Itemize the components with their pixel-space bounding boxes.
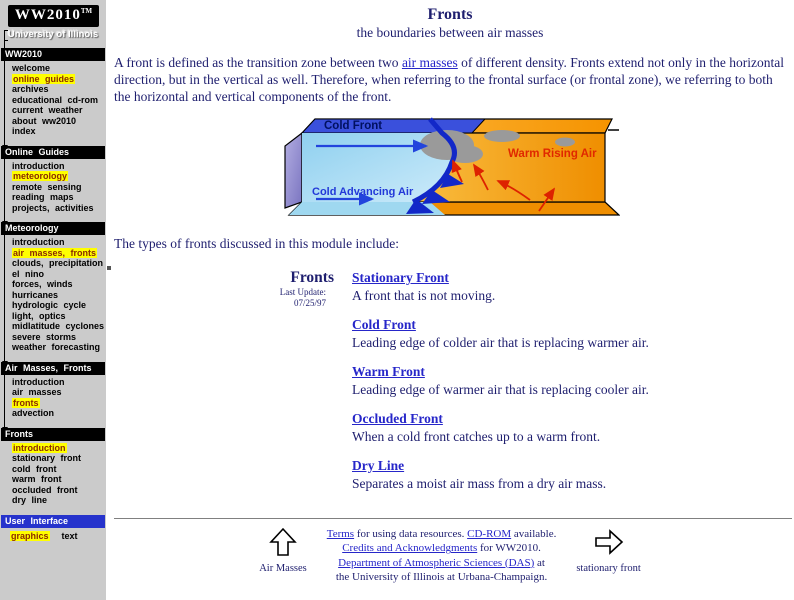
sidebar-item-introduction[interactable] bbox=[12, 443, 106, 454]
sidebar-item-text[interactable] bbox=[62, 531, 78, 542]
cold-front-label: Cold Front bbox=[324, 120, 383, 132]
sidebar-item-warm-front[interactable] bbox=[12, 474, 106, 485]
sidebar-item-label[interactable]: severe storms bbox=[12, 331, 77, 342]
section-header: Online Guides bbox=[1, 146, 105, 159]
module-heading: Fronts bbox=[290, 269, 334, 286]
sidebar-item-meteorology[interactable] bbox=[12, 171, 106, 182]
nav-previous[interactable] bbox=[259, 527, 307, 574]
sidebar-item-label[interactable]: projects, activities bbox=[12, 202, 94, 213]
sidebar-item-introduction[interactable] bbox=[12, 161, 106, 172]
sidebar-item-label[interactable]: meteorology bbox=[13, 171, 68, 181]
nav-previous-label[interactable]: Air Masses bbox=[259, 563, 307, 574]
sidebar-item-dry-line[interactable] bbox=[12, 495, 106, 506]
front-type-entry bbox=[352, 410, 649, 445]
sidebar-item-graphics[interactable] bbox=[10, 531, 50, 542]
sidebar-item-index[interactable] bbox=[12, 126, 106, 137]
tree-connector-arrow bbox=[4, 40, 5, 427]
sidebar-item-light-optics[interactable] bbox=[12, 311, 106, 322]
main-content bbox=[106, 0, 794, 584]
sidebar-item-air-masses-fronts[interactable] bbox=[12, 248, 106, 259]
front-type-entry bbox=[352, 316, 649, 351]
cold-front-diagram bbox=[106, 112, 794, 224]
footer-text-segment: for WW2010. bbox=[477, 542, 541, 555]
sidebar-item-projects-activities[interactable] bbox=[12, 203, 106, 214]
sidebar-item-welcome[interactable] bbox=[12, 63, 106, 74]
footer-text-segment: at bbox=[534, 556, 545, 569]
sidebar-item-label[interactable]: welcome bbox=[12, 63, 51, 73]
front-type-link-warm-front[interactable]: Warm Front bbox=[352, 364, 425, 379]
sidebar-section-online-guides bbox=[0, 146, 106, 214]
sidebar-item-severe-storms[interactable] bbox=[12, 332, 106, 343]
section-header: Meteorology bbox=[1, 222, 105, 235]
sidebar-item-stationary-front[interactable] bbox=[12, 453, 106, 464]
footer-text-segment: available. bbox=[511, 528, 557, 540]
up-arrow-icon[interactable] bbox=[268, 527, 298, 557]
sidebar-item-weather-forecasting[interactable] bbox=[12, 342, 106, 353]
page-subtitle: the boundaries between air masses bbox=[356, 25, 544, 40]
sidebar-item-label[interactable]: hydrologic cycle bbox=[12, 300, 87, 310]
sidebar-item-hydrologic-cycle[interactable] bbox=[12, 300, 106, 311]
front-type-description: A front that is not moving. bbox=[352, 288, 496, 303]
sidebar-item-label[interactable]: air masses bbox=[12, 387, 62, 397]
sidebar-item-label[interactable]: hurricanes bbox=[12, 289, 59, 300]
front-types-list bbox=[352, 269, 649, 504]
sidebar-item-label[interactable]: fronts bbox=[13, 397, 39, 408]
sidebar-item-label[interactable]: remote sensing bbox=[12, 181, 82, 192]
sidebar-item-label[interactable]: warm front bbox=[12, 474, 62, 484]
section-header: Air Masses, Fronts bbox=[1, 362, 105, 375]
sidebar-item-introduction[interactable] bbox=[12, 237, 106, 248]
page-title: Fronts bbox=[427, 6, 473, 23]
sidebar-section-user-interface bbox=[0, 515, 106, 542]
sidebar-item-label[interactable]: introduction bbox=[13, 442, 66, 453]
sidebar-section-air-masses-fronts bbox=[0, 362, 106, 419]
section-header: Fronts bbox=[1, 428, 105, 441]
air-masses-link[interactable]: air masses bbox=[401, 55, 458, 70]
front-type-description: Separates a moist air mass from a dry air mass. bbox=[352, 476, 607, 491]
sidebar-item-educational-cd-rom[interactable] bbox=[12, 95, 106, 106]
sidebar-item-label[interactable]: index bbox=[12, 126, 36, 136]
sidebar-item-label[interactable]: introduction bbox=[12, 376, 65, 387]
sidebar-section-meteorology bbox=[0, 222, 106, 353]
sidebar-item-online-guides[interactable] bbox=[12, 74, 106, 85]
sidebar-item-fronts[interactable] bbox=[12, 398, 106, 409]
sidebar-item-label[interactable]: introduction bbox=[12, 160, 65, 171]
sidebar-item-current-weather[interactable] bbox=[12, 105, 106, 116]
front-type-link-dry-line[interactable]: Dry Line bbox=[352, 458, 405, 473]
sidebar-item-label[interactable]: forces, winds bbox=[12, 279, 73, 289]
sidebar-item-label[interactable]: graphics bbox=[11, 530, 49, 541]
footer-link-cd-rom[interactable]: CD-ROM bbox=[467, 528, 512, 540]
sidebar-item-occluded-front[interactable] bbox=[12, 485, 106, 496]
bullet-artifact bbox=[107, 266, 111, 270]
last-update: Last Update: 07/25/97 bbox=[279, 287, 326, 309]
front-type-link-occluded-front[interactable]: Occluded Front bbox=[352, 411, 443, 426]
front-type-entry bbox=[352, 269, 649, 304]
footer-credit-line bbox=[327, 527, 557, 541]
sidebar-item-label[interactable]: stationary front bbox=[12, 453, 82, 463]
sidebar-item-about-ww2010[interactable] bbox=[12, 116, 106, 127]
footer-link-terms[interactable]: Terms bbox=[326, 528, 355, 540]
sidebar-section-ww2010 bbox=[0, 48, 106, 137]
sidebar-item-label[interactable]: cold front bbox=[12, 463, 57, 474]
front-type-description: Leading edge of colder air that is replacing warmer air. bbox=[352, 335, 649, 350]
logo-subtitle: University of Illinois bbox=[7, 29, 99, 40]
types-intro-line: The types of fronts discussed in this module include: bbox=[114, 236, 399, 251]
sidebar-item-label[interactable]: air masses, fronts bbox=[13, 247, 97, 258]
sidebar-item-reading-maps[interactable] bbox=[12, 192, 106, 203]
sidebar-item-label[interactable]: introduction bbox=[12, 237, 65, 247]
sidebar-item-advection[interactable] bbox=[12, 408, 106, 419]
sidebar-item-label[interactable]: light, optics bbox=[12, 310, 66, 321]
sidebar-item-hurricanes[interactable] bbox=[12, 290, 106, 301]
nav-next[interactable] bbox=[576, 527, 640, 574]
footer-link-credits-and-acknowledgments[interactable]: Credits and Acknowledgments bbox=[342, 542, 478, 555]
warm-rising-air-label: Warm Rising Air bbox=[508, 148, 597, 160]
front-diagram-image bbox=[280, 112, 620, 219]
sidebar-item-el-nino[interactable] bbox=[12, 269, 106, 280]
section-header: User Interface bbox=[1, 515, 105, 528]
sidebar-item-cold-front[interactable] bbox=[12, 464, 106, 475]
ww2010-logo[interactable]: WW2010™ bbox=[8, 5, 99, 27]
sidebar-section-fronts bbox=[0, 428, 106, 506]
sidebar-item-forces-winds[interactable] bbox=[12, 279, 106, 290]
module-info bbox=[106, 269, 334, 504]
sidebar-item-label[interactable]: text bbox=[61, 530, 78, 541]
sidebar-item-label[interactable]: occluded front bbox=[12, 484, 78, 495]
trademark-symbol: TM bbox=[80, 7, 93, 15]
sidebar-item-midlatitude-cyclones[interactable] bbox=[12, 321, 106, 332]
front-type-description: When a cold front catches up to a warm front. bbox=[352, 429, 601, 444]
sidebar-item-label[interactable]: dry line bbox=[12, 495, 48, 505]
front-type-entry bbox=[352, 457, 649, 492]
sidebar-item-air-masses[interactable] bbox=[12, 387, 106, 398]
front-type-entry bbox=[352, 363, 649, 398]
footer-link-department-of-atmospheric-sciences-das-[interactable]: Department of Atmospheric Sciences (DAS) bbox=[338, 556, 535, 569]
front-type-link-cold-front[interactable]: Cold Front bbox=[352, 317, 416, 332]
sidebar-item-label[interactable]: educational cd-rom bbox=[12, 94, 99, 105]
front-type-description: Leading edge of warmer air that is replacing cooler air. bbox=[352, 382, 649, 397]
sidebar-item-label[interactable]: archives bbox=[12, 84, 49, 94]
sidebar-item-label[interactable]: weather forecasting bbox=[12, 342, 101, 352]
footer bbox=[106, 527, 794, 584]
intro-paragraph: A front is defined as the transition zone between two air masses of different density. Fronts extend not only in the horizontal direction, but in the vertical as well. Therefore, when referring to the frontal surface (or frontal zone), we referring to both the horizontal and vertical components of the front. bbox=[114, 55, 784, 104]
nav-next-label[interactable]: stationary front bbox=[576, 563, 641, 574]
footer-credit-line bbox=[327, 541, 557, 555]
footer-divider bbox=[114, 518, 792, 519]
sidebar-item-label[interactable]: midlatitude cyclones bbox=[12, 321, 105, 331]
right-arrow-icon[interactable] bbox=[594, 529, 624, 557]
sidebar-item-label[interactable]: online guides bbox=[13, 73, 75, 84]
sidebar-item-archives[interactable] bbox=[12, 84, 106, 95]
sidebar-item-label[interactable]: advection bbox=[12, 408, 55, 418]
footer-text-segment: the University of Illinois at Urbana-Champaign. bbox=[335, 570, 548, 583]
footer-text-segment: for using data resources. bbox=[354, 528, 468, 540]
sidebar-item-label[interactable]: about ww2010 bbox=[12, 115, 77, 126]
sidebar-item-remote-sensing[interactable] bbox=[12, 182, 106, 193]
footer-credit-line bbox=[327, 556, 557, 570]
footer-credit-line bbox=[327, 570, 557, 584]
sidebar-item-label[interactable]: el nino bbox=[12, 268, 44, 279]
sidebar-item-clouds-precipitation[interactable] bbox=[12, 258, 106, 269]
sidebar-item-label[interactable]: clouds, precipitation bbox=[12, 258, 104, 268]
sidebar-item-label[interactable]: reading maps bbox=[12, 192, 74, 202]
footer-credits bbox=[327, 527, 557, 584]
sidebar-item-label[interactable]: current weather bbox=[12, 105, 83, 115]
front-type-link-stationary-front[interactable]: Stationary Front bbox=[352, 270, 449, 285]
cold-advancing-air-label: Cold Advancing Air bbox=[312, 186, 414, 198]
sidebar bbox=[0, 0, 106, 600]
section-header: WW2010 bbox=[1, 48, 105, 61]
sidebar-item-introduction[interactable] bbox=[12, 377, 106, 388]
